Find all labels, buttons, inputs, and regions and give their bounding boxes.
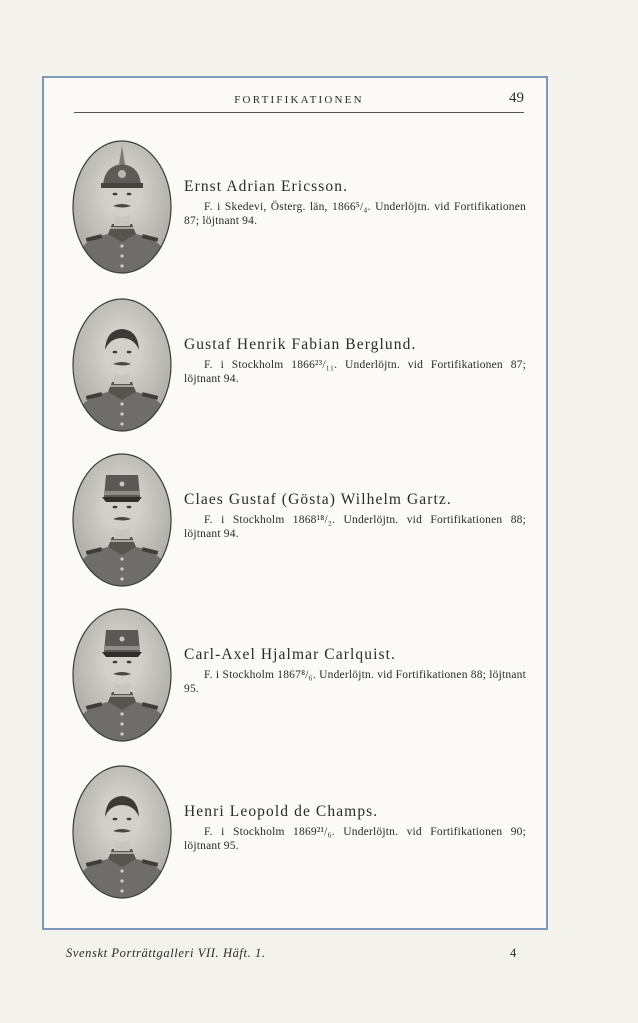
portrait-photo [70, 763, 174, 901]
person-name: Claes Gustaf (Gösta) Wilhelm Gartz. [184, 491, 452, 508]
person-bio: F. i Stockholm 1866²³/₁₁. Underlöjtn. vid Fortifikationen 87; löjtnant 94. [184, 359, 526, 385]
person-name: Gustaf Henrik Fabian Berglund. [184, 336, 417, 353]
person-name: Henri Leopold de Champs. [184, 803, 379, 820]
portrait-entry [70, 606, 530, 746]
portrait-entry [70, 763, 530, 903]
person-bio: F. i Stockholm 1868¹⁸/₂. Underlöjtn. vid Fortifikationen 88; löjtnant 94. [184, 514, 526, 540]
publication-footer: Svenskt Porträttgalleri VII. Häft. 1. [66, 946, 266, 960]
page-number: 49 [509, 90, 524, 106]
person-name: Ernst Adrian Ericsson. [184, 178, 349, 195]
portrait-photo [70, 451, 174, 589]
person-bio: F. i Skedevi, Österg. län, 1866⁵/₄. Underlöjtn. vid Fortifikationen 87; löjtnant 94. [184, 201, 526, 227]
portrait-photo [70, 296, 174, 434]
person-bio: F. i Stockholm 1867⁸/₆. Underlöjtn. vid Fortifikationen 88; löjtnant 95. [184, 669, 526, 695]
person-bio: F. i Stockholm 1869²¹/₆. Underlöjtn. vid Fortifikationen 90; löjtnant 95. [184, 826, 526, 852]
signature-mark: 4 [510, 946, 517, 960]
person-name: Carl-Axel Hjalmar Carlquist. [184, 646, 397, 663]
page-frame [42, 76, 548, 930]
portrait-photo [70, 606, 174, 744]
running-head [74, 92, 524, 113]
portrait-entry [70, 296, 530, 436]
portrait-photo [70, 138, 174, 276]
running-title: FORTIFIKATIONEN [234, 94, 364, 106]
portrait-entry [70, 138, 530, 278]
portrait-entry [70, 451, 530, 591]
